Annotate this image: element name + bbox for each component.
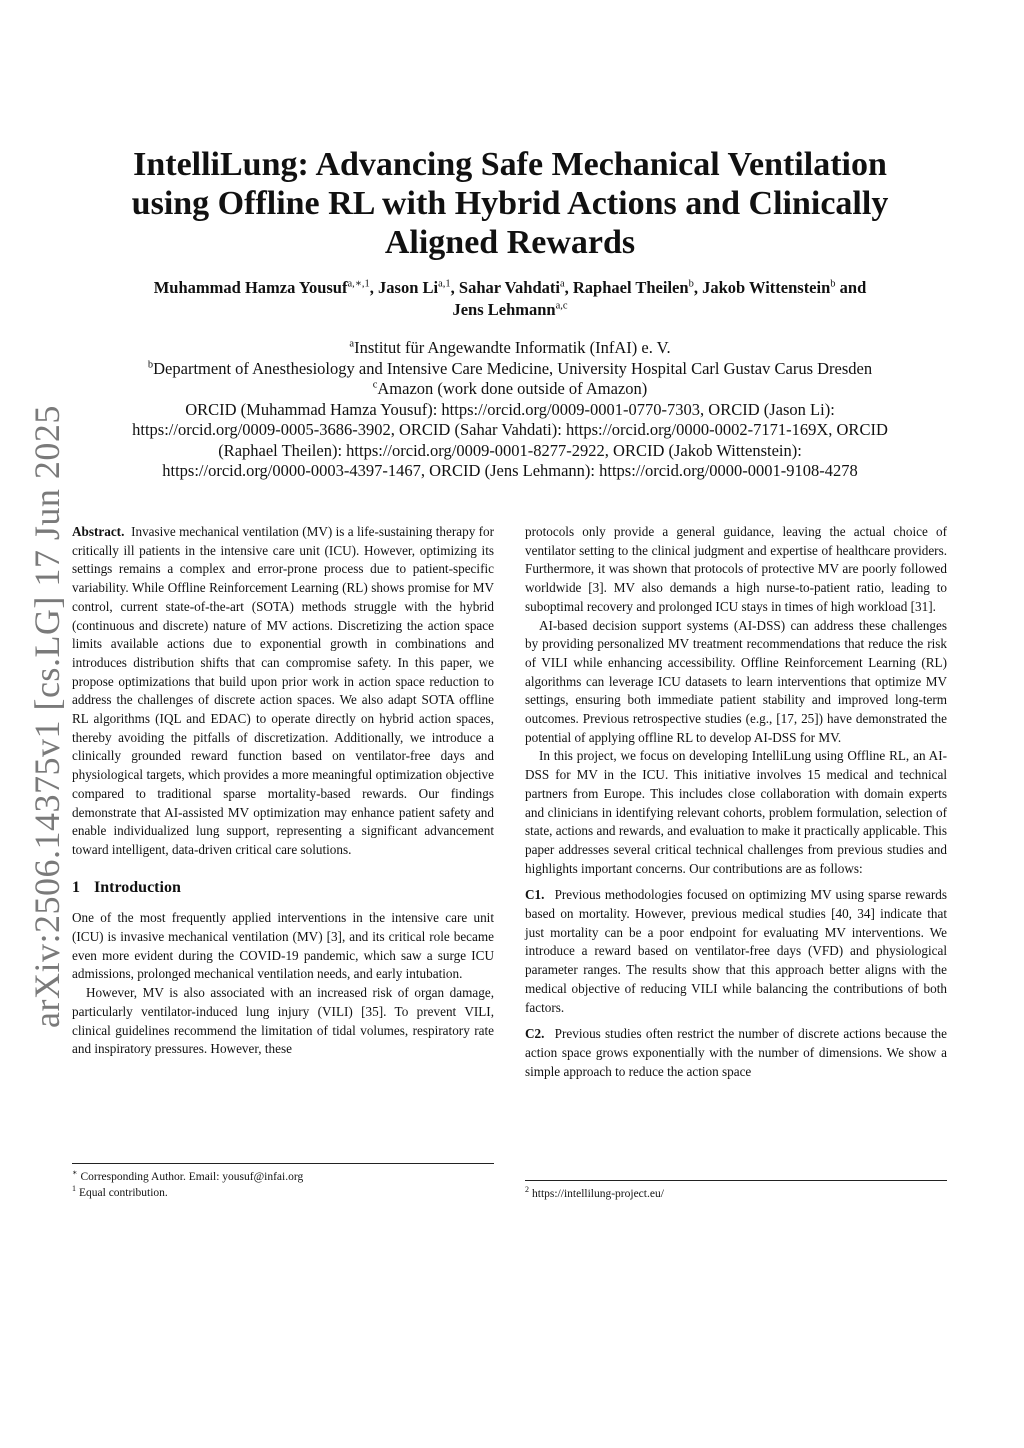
section-number: 1 — [72, 878, 80, 896]
author-name: Jason Li — [378, 278, 439, 297]
abstract-label: Abstract. — [72, 524, 125, 539]
section-heading — [72, 879, 494, 898]
paragraph: One of the most frequently applied interventions in the intensive care unit (ICU) is invasive mechanical ventilation (MV) [3], and its critical role became even more evident during the COVID-19 pandemic, which saw a surge ICU admissions, prolonged mechanical ventilation needs, and early intubation. — [72, 910, 494, 982]
author-name: Jens Lehmann — [452, 300, 556, 319]
orcid-line: https://orcid.org/0009-0005-3686-3902, ORCID (Sahar Vahdati): https://orcid.org/0000-0002-7171-169X, ORCID — [132, 420, 888, 439]
paper-title — [80, 145, 940, 262]
author-marks: a,1 — [438, 278, 451, 290]
author-name: Muhammad Hamza Yousuf — [153, 278, 348, 297]
section-title: Introduction — [94, 878, 181, 896]
contribution-label: C1. — [525, 887, 545, 903]
footnotes — [525, 1180, 947, 1202]
contribution-label: C2. — [525, 1026, 545, 1042]
footnote-link[interactable]: https://intellilung-project.eu/ — [532, 1188, 664, 1200]
left-column — [72, 523, 494, 1059]
author-marks: b — [688, 278, 694, 290]
affiliation: $^a$Institut für Angewandte Informatik (InfAI) e. V. — [349, 338, 671, 357]
arxiv-identifier-text: arXiv:2506.14375v1 [cs.LG] 17 Jun 2025 — [27, 405, 67, 1028]
title-line: IntelliLung: Advancing Safe Mechanical Ventilation — [133, 146, 887, 183]
author-name: Sahar Vahdati — [458, 278, 560, 297]
title-line: using Offline RL with Hybrid Actions and Clinically — [131, 185, 889, 222]
orcid-line: ORCID (Muhammad Hamza Yousuf): https://orcid.org/0009-0001-0770-7303, ORCID (Jason Li): — [185, 399, 835, 419]
contribution-item: C2. Previous studies often restrict the number of discrete actions because the action space grows exponentially with the number of dimensions. We show a simple approach to reduce the action space — [525, 1026, 947, 1079]
orcid-line: (Raphael Theilen): https://orcid.org/0009-0001-8277-2922, ORCID (Jakob Wittenstein): — [218, 440, 802, 460]
contribution-item: C1. Previous methodologies focused on optimizing MV using sparse rewards based on mortality. However, previous medical studies [40, 34] indicate that just mortality can be a poor endpoint for evaluating MV interventions. We introduce a reward based on ventilator-free days (VFD) and physiological parameter ranges. The results show that this approach better aligns with the medical objective of reducing VILI while balancing the contributions of both factors. — [525, 887, 948, 1015]
author-name: Raphael Theilen — [572, 278, 689, 297]
author-marks: b — [830, 278, 836, 290]
paragraph: In this project, we focus on developing IntelliLung using Offline RL, an AI-DSS for MV in the ICU. This initiative involves 15 medical and technical partners from Europe. This includes close collaboration with domain experts and clinicians in identifying relevant cohorts, problem formulation, selection of state, actions and rewards, and evaluation to make it practically applicable. This paper addresses several critical technical challenges from previous studies and highlights important concerns. Our contributions are as follows: — [525, 748, 947, 876]
footnote: $^1$ Equal contribution. — [72, 1184, 168, 1199]
affiliation: $^b$Department of Anesthesiology and Intensive Care Medicine, University Hospital Carl Gustav Carus Dresden — [147, 358, 873, 378]
paragraph: protocols only provide a general guidance, leaving the actual choice of ventilator setting to the clinical judgment and expertise of healthcare providers. Furthermore, it was shown that protocols of protective MV are poorly followed worldwide [3]. MV also demands a high nurse-to-patient ratio, leading to suboptimal recovery and prolonged ICU stays in times of high workload [31]. — [525, 524, 947, 614]
orcid-line: https://orcid.org/0000-0003-4397-1467, ORCID (Jens Lehmann): https://orcid.org/0000-0001-9108-4278 — [162, 461, 858, 480]
title-line: Aligned Rewards — [384, 224, 636, 261]
abstract-text: Invasive mechanical ventilation (MV) is a life-sustaining therapy for critically ill patients in the intensive care unit (ICU). However, optimizing its settings remains a complex and error-prone process due to patient-specific variability. While Offline Reinforcement Learning (RL) shows promise for MV control, current state-of-the-art (SOTA) methods struggle with the hybrid (continuous and discrete) nature of MV actions. Discretizing the action space limits available actions due to exponential growth in combinations and introduces distribution shifts that can compromise safety. In this paper, we propose optimizations that build upon prior work in action space reduction to address the challenges of discrete action spaces. We also adapt SOTA offline RL algorithms (IQL and EDAC) to operate directly on hybrid action spaces, thereby avoiding the pitfalls of discretization. Additionally, we introduce a clinically grounded reward function based on ventilator-free days and physiological targets, which provides a more meaningful optimization objective compared to traditional sparse mortality-based rewards. Our findings demonstrate that AI-assisted MV optimization may enhance patient safety and enable individualized lung support, representing a significant advancement toward intelligent, data-driven critical care solutions. — [72, 524, 495, 857]
footnote: ∗ Corresponding Author. Email: yousuf@infai.org — [72, 1168, 304, 1183]
arxiv-identifier — [22, 405, 72, 1030]
affiliation: $^c$Amazon (work done outside of Amazon) — [372, 379, 648, 398]
affiliations — [70, 338, 950, 482]
abstract — [72, 523, 494, 860]
author-marks: a — [559, 278, 565, 290]
author-name: Jakob Wittenstein — [702, 278, 831, 297]
author-marks: a,∗,1 — [347, 278, 370, 290]
paragraph: However, MV is also associated with an increased risk of organ damage, particularly ventilator-induced lung injury (VILI) [35]. To prevent VILI, clinical guidelines recommend the limitation of tidal volumes, respiratory rate and inspiratory pressures. However, these — [72, 985, 494, 1057]
right-column — [525, 523, 947, 1081]
footnotes — [72, 1163, 494, 1201]
paragraph: AI-based decision support systems (AI-DSS) can address these challenges by providing personalized MV treatment recommendations that reduce the risk of VILI while enhancing accessibility. Offline Reinforcement Learning (RL) algorithms can leverage ICU datasets to learn interventions that optimize MV settings, ensuring both immediate patient stability and improved long-term outcomes. Previous retrospective studies (e.g., [17, 25]) have demonstrated the potential of applying offline RL to develop AI-DSS for MV. — [525, 617, 947, 745]
author-list: Muhammad Hamza Yousuf$^{a,∗,1}$, Jason Li$^{a,1}$, Sahar Vahdati$^a$, Raphael Theilen$^b$, Jakob Wittenstein$^b$ and Jens Lehmann$^{a,c}$ — [153, 278, 867, 319]
footnote: $^2$ https://intellilung-project.eu/ — [525, 1185, 664, 1200]
author-marks: a,c — [555, 300, 568, 312]
